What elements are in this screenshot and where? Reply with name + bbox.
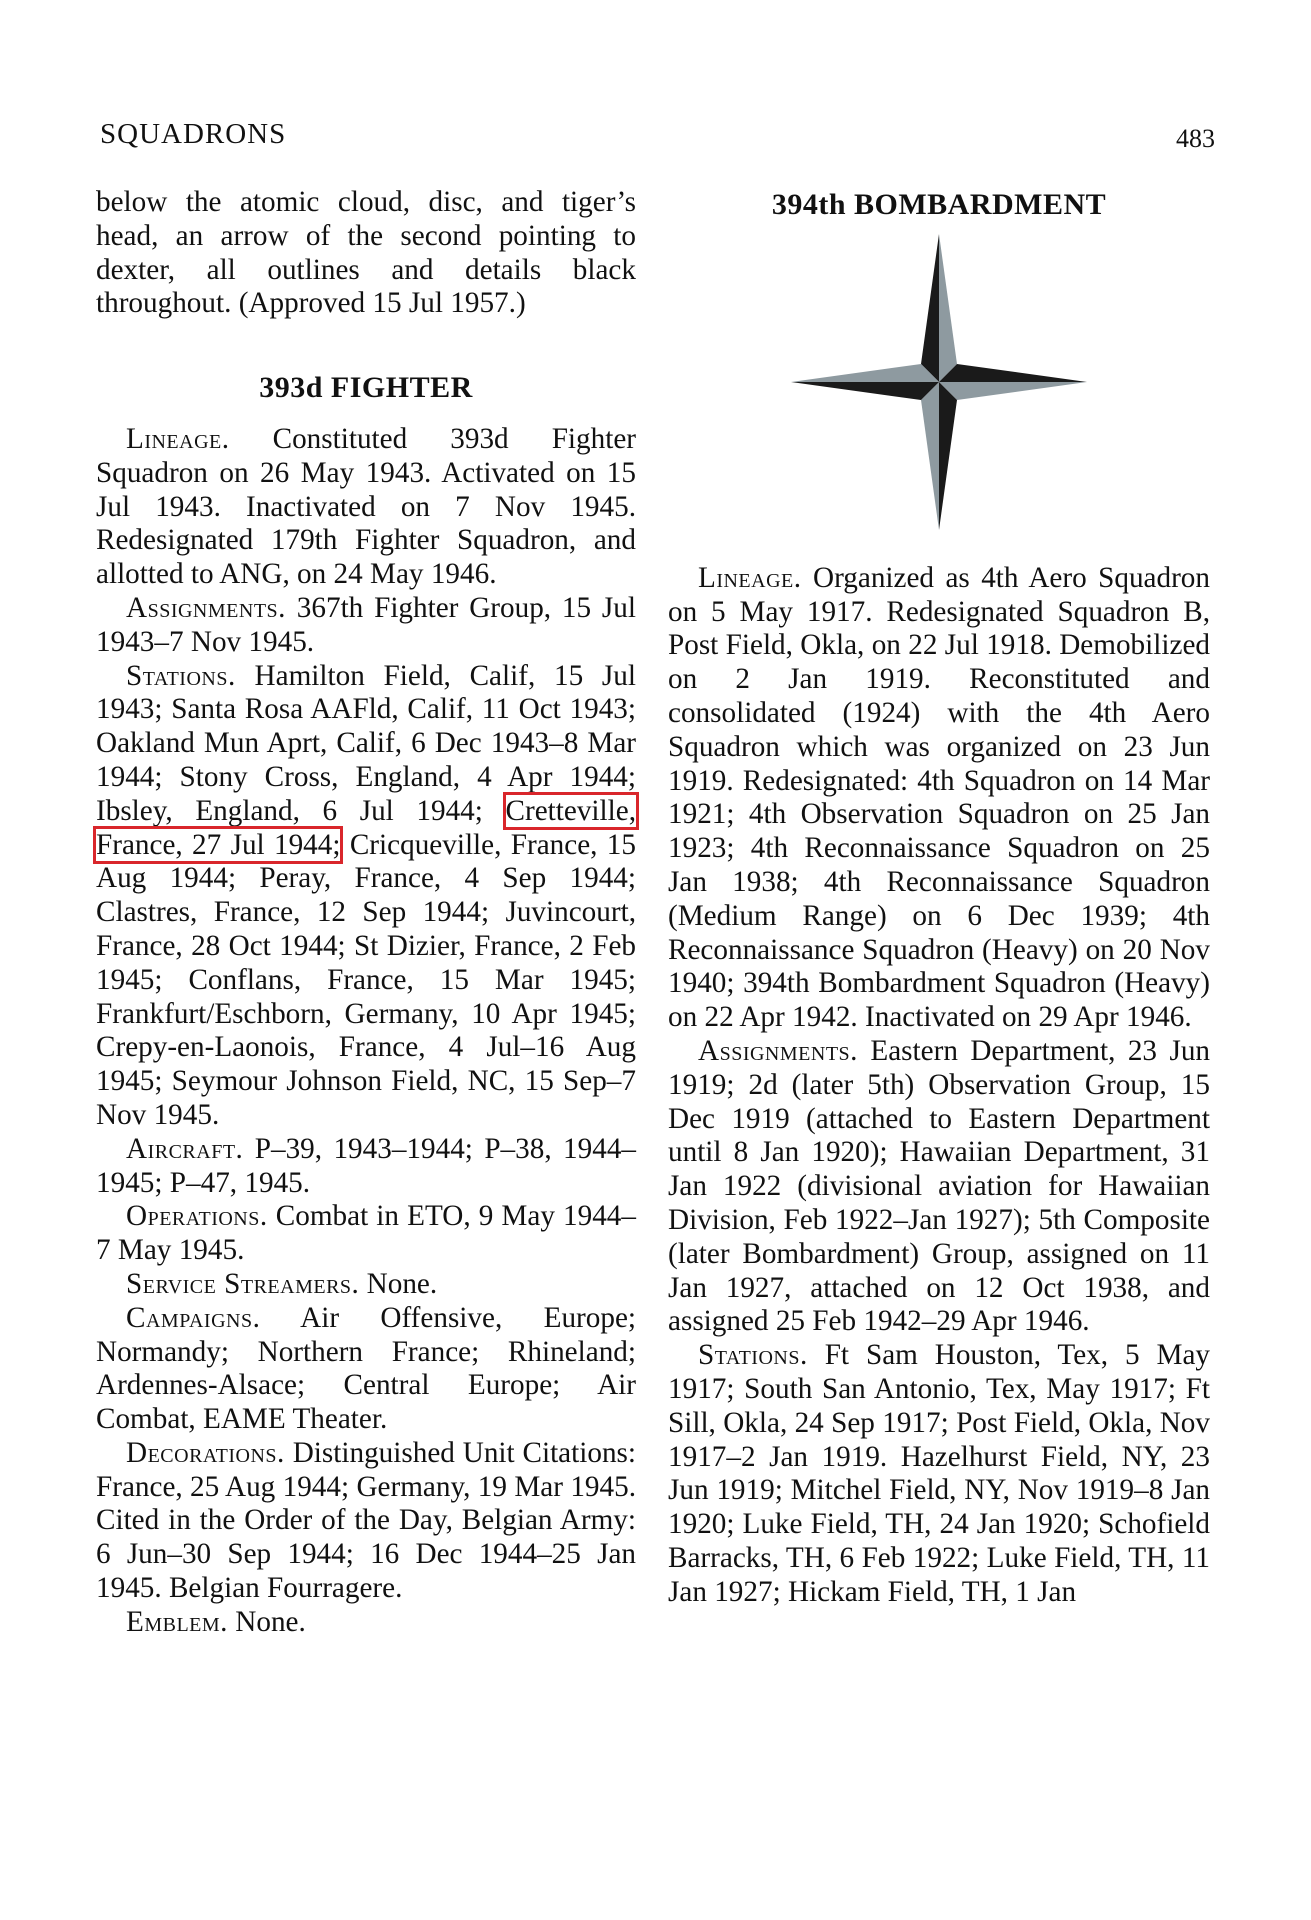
decorations-text: Distinguished Unit Citations: France, 25 Aug 1944; Germany, 19 Mar 1945. Cited in the Order of the Day, Belgian Army: 6 Jun–30 Sep 1944; 16 Dec 1944–25 Jan 1945. Belgian Fourragere.: [96, 1436, 637, 1605]
aircraft-paragraph: [96, 1133, 636, 1201]
stations-text-after: Cricqueville, France, 15 Aug 1944; Peray, France, 4 Sep 1944; Clastres, France, 12 Sep 1944; Juvincourt, France, 28 Oct 1944; St Dizier, France, 2 Feb 1945; Conflans, France, 15 Mar 1945; Frankfurt/Eschborn, Germany, 10 Apr 1945; Crepy-en-Laonois, France, 4 Jul–16 Aug 1945; Seymour Johnson Field, NC, 15 Sep–7 Nov 1945.: [96, 828, 636, 1131]
campaigns-text: Air Offensive, Europe; Normandy; Northern France; Rhineland; Ardennes-Alsace; Central Europe; Air Combat, EAME Theater.: [96, 1301, 637, 1436]
highlighted-station: Cretteville, France, 27 Jul 1944;: [96, 794, 637, 861]
emblem-label: Emblem.: [126, 1605, 228, 1638]
streamers-text: None.: [366, 1267, 438, 1300]
decorations-label: Decorations.: [126, 1436, 285, 1469]
emblem-paragraph: [96, 1606, 636, 1640]
lineage-text: Constituted 393d Fighter Squadron on 26 May 1943. Activated on 15 Jul 1943. Inactivated on 7 Nov 1945. Redesignated 179th Fighter Squadron, and allotted to ANG, on 24 May 1946.: [96, 422, 637, 591]
operations-label: Operations.: [126, 1200, 268, 1233]
left-column: [96, 186, 636, 1640]
page-header: [100, 118, 1215, 158]
stations-label: Stations.: [126, 659, 236, 692]
right-stations-text: Ft Sam Houston, Tex, 5 May 1917; South San Antonio, Tex, May 1917; Ft Sill, Okla, 24 Sep 1917; Post Field, Okla, Nov 1917–2 Jan 1919. Hazelhurst Field, NY, 23 Jun 1919; Mitchel Field, NY, Nov 1919–8 Jan 1920; Luke Field, TH, 24 Jan 1920; Schofield Barracks, TH, 6 Feb 1922; Luke Field, TH, 11 Jan 1927; Hickam Field, TH, 1 Jan: [668, 1339, 1211, 1608]
right-lineage-label: Lineage.: [698, 561, 802, 594]
stations-text-before: Hamilton Field, Calif, 15 Jul 1943; Santa Rosa AAFld, Calif, 11 Oct 1943; Oakland Mun Aprt, Calif, 6 Dec 1943–8 Mar 1944; Stony Cross, England, 4 Apr 1944; Ibsley, England, 6 Jul 1944;: [96, 659, 636, 827]
operations-paragraph: [96, 1200, 636, 1268]
right-stations-label: Stations.: [698, 1339, 808, 1372]
section-title-394th: 394th BOMBARDMENT: [771, 188, 1107, 221]
decorations-paragraph: [96, 1437, 636, 1606]
squadron-emblem: [668, 234, 1210, 530]
assignments-label: Assignments.: [126, 591, 286, 624]
campaigns-label: Campaigns.: [126, 1301, 261, 1334]
lineage-paragraph: [96, 423, 636, 592]
right-lineage-text: Organized as 4th Aero Squadron on 5 May 1917. Redesignated Squadron B, Post Field, Okla, on 22 Jul 1918. Demobilized on 2 Jan 1919. Reconstituted and consolidated (1924) with the 4th Aero Squadron which was organized on 23 Jun 1919. Redesignated: 4th Squadron on 14 Mar 1921; 4th Observation Squadron on 25 Jan 1923; 4th Reconnaissance Squadron on 25 Jan 1938; 4th Reconnaissance Squadron (Medium Range) on 6 Dec 1939; 4th Reconnaissance Squadron (Heavy) on 20 Nov 1940; 394th Bombardment Squadron (Heavy) on 22 Apr 1942. Inactivated on 29 Apr 1946.: [668, 561, 1210, 1034]
assignments-paragraph: [96, 592, 636, 660]
lineage-label: Lineage.: [126, 422, 230, 455]
page-number: 483: [1176, 124, 1215, 153]
streamers-label: Service Streamers.: [126, 1267, 360, 1300]
compass-star-emblem: [789, 234, 1089, 530]
campaigns-paragraph: [96, 1302, 636, 1437]
intro-paragraph: below the atomic cloud, disc, and tiger’s head, an arrow of the second pointing to dexter, all outlines and details black throughout. (Approved 15 Jul 1957.): [96, 186, 636, 320]
section-title-393d: 393d FIGHTER: [259, 371, 473, 405]
aircraft-text: P–39, 1943–1944; P–38, 1944–1945; P–47, 1945.: [96, 1132, 637, 1199]
streamers-paragraph: [96, 1268, 636, 1302]
right-lineage-paragraph: [668, 562, 1210, 1035]
emblem-text: None.: [235, 1605, 306, 1638]
right-assignments-label: Assignments.: [698, 1034, 858, 1067]
stations-paragraph: [96, 660, 636, 1133]
running-head: SQUADRONS: [100, 118, 287, 150]
assignments-text: 367th Fighter Group, 15 Jul 1943–7 Nov 1945.: [96, 591, 636, 658]
aircraft-label: Aircraft.: [126, 1132, 244, 1165]
right-column: [668, 186, 1210, 1610]
operations-text: Combat in ETO, 9 May 1944–7 May 1945.: [96, 1200, 636, 1267]
right-stations-paragraph: [668, 1339, 1210, 1609]
right-assignments-paragraph: [668, 1035, 1210, 1339]
right-assignments-text: Eastern Department, 23 Jun 1919; 2d (later 5th) Observation Group, 15 Dec 1919 (attached to Eastern Department until 8 Jan 1920); Hawaiian Department, 31 Jan 1922 (divisional aviation for Hawaiian Division, Feb 1922–Jan 1927); 5th Composite (later Bombardment) Group, assigned on 11 Jan 1927, attached on 12 Oct 1938, and assigned 25 Feb 1942–29 Apr 1946.: [668, 1034, 1211, 1338]
